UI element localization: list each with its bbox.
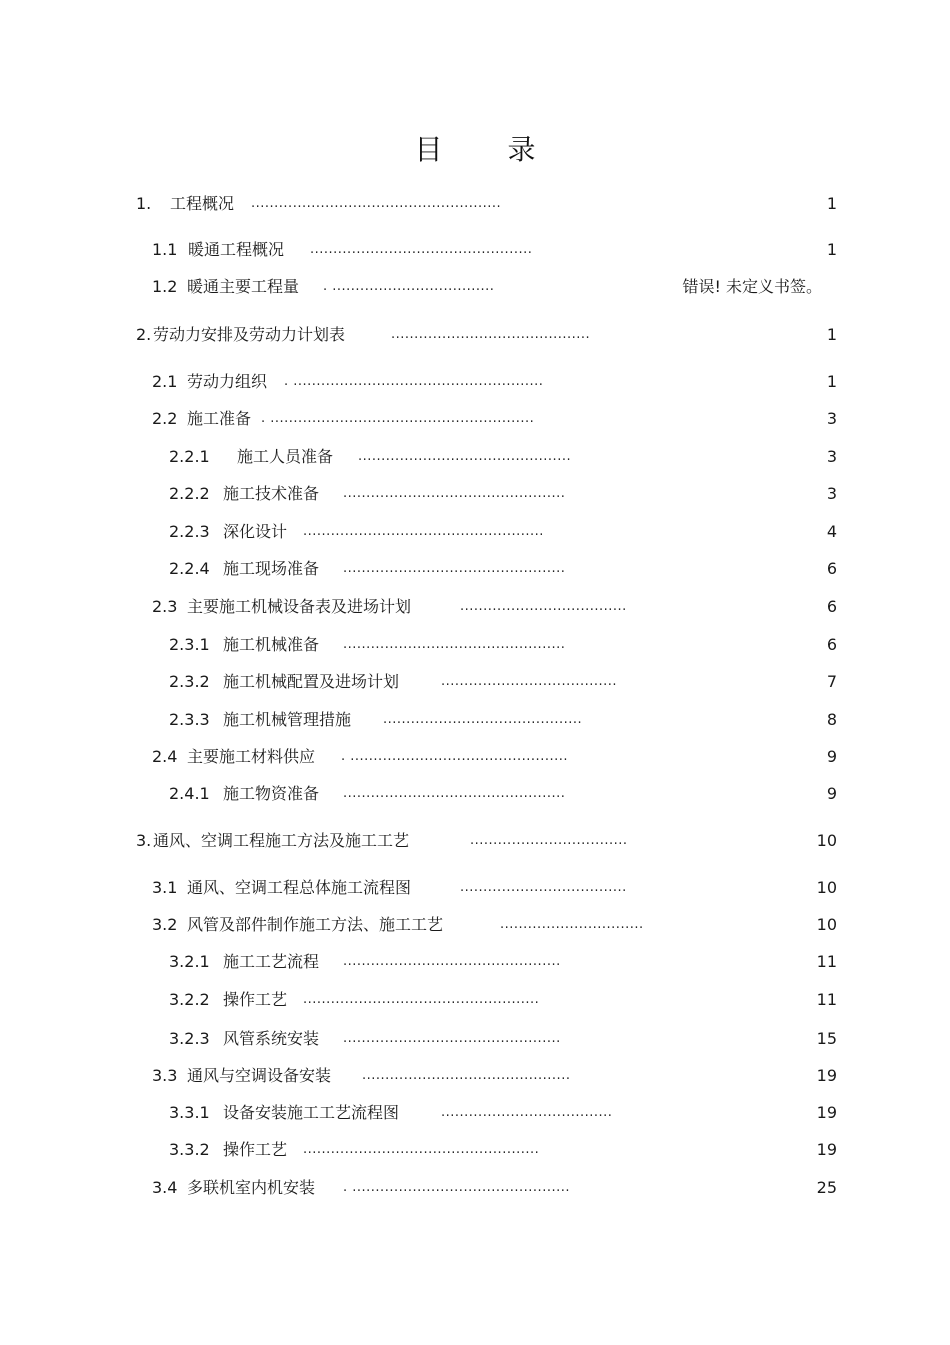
toc-entry-page-number: 3 (826, 409, 837, 428)
toc-entry-page-number: 25 (816, 1178, 837, 1197)
toc-entry-number: 3.3.2 (169, 1140, 210, 1159)
toc-entry-page-number: 4 (826, 522, 837, 541)
toc-entry-leader-dots: . ................................... (323, 279, 495, 294)
toc-entry-page-number: 6 (826, 635, 837, 654)
toc-entry-title: 施工人员准备 (237, 447, 334, 466)
toc-entry[interactable] (0, 445, 950, 469)
toc-entry-leader-dots: ................................................ (343, 486, 566, 501)
toc-entry-page-number: 8 (826, 710, 837, 729)
toc-entry-number: 3.2.2 (169, 990, 210, 1009)
toc-entry-page-number: 11 (816, 990, 837, 1009)
toc-entry-number: 2.2.3 (169, 522, 210, 541)
toc-entry-number: 3.2.1 (169, 952, 210, 971)
toc-entry-title: 工程概况 (170, 194, 235, 213)
toc-entry-leader-dots: . ...................................................... (284, 374, 544, 389)
toc-entry-page-number: 19 (816, 1066, 837, 1085)
toc-entry[interactable] (0, 557, 950, 581)
toc-entry[interactable] (0, 829, 950, 853)
toc-entry-number: 3.4 (152, 1178, 178, 1197)
toc-entry-title: 通风、空调工程总体施工流程图 (187, 878, 412, 897)
toc-entry-title: 操作工艺 (223, 1140, 288, 1159)
toc-entry-number: 1. (136, 194, 152, 213)
toc-entry-number: 2.4.1 (169, 784, 210, 803)
toc-entry-leader-dots: ................................................ (343, 637, 566, 652)
toc-entry-page-number: 10 (816, 915, 837, 934)
toc-entry-page-number: 19 (816, 1103, 837, 1122)
toc-entry-title: 操作工艺 (223, 990, 288, 1009)
toc-entry-leader-dots: ............................................... (343, 1031, 561, 1046)
toc-entry-page-number: 1 (826, 240, 837, 259)
toc-entry-leader-dots: ...................................................... (251, 196, 502, 211)
toc-entry-title: 劳动力安排及劳动力计划表 (153, 325, 346, 344)
toc-entry-page-number: 15 (816, 1029, 837, 1048)
toc-entry-title: 施工机械准备 (223, 635, 320, 654)
toc-entry-leader-dots: . ............................................... (341, 749, 568, 764)
toc-entry[interactable] (0, 670, 950, 694)
toc-entry-leader-dots: .................................. (470, 833, 628, 848)
toc-entry-leader-dots: .................................................... (303, 524, 544, 539)
toc-entry-title: 施工机械管理措施 (223, 710, 352, 729)
toc-entry-number: 2. (136, 325, 152, 344)
toc-entry[interactable] (0, 1138, 950, 1162)
toc-entry-title: 施工现场准备 (223, 559, 320, 578)
toc-entry[interactable] (0, 782, 950, 806)
page-title: 目 录 (414, 133, 564, 166)
toc-entry-leader-dots: ................................................ (310, 242, 533, 257)
toc-entry-number: 3.2.3 (169, 1029, 210, 1048)
toc-entry-page-number: 1 (826, 194, 837, 213)
toc-entry-title: 设备安装施工工艺流程图 (223, 1103, 400, 1122)
toc-entry-leader-dots: ..................................... (441, 1105, 613, 1120)
toc-entry-leader-dots: ................................................ (343, 561, 566, 576)
toc-entry-page-number: 6 (826, 597, 837, 616)
toc-entry[interactable] (0, 1027, 950, 1051)
toc-entry-number: 2.3.1 (169, 635, 210, 654)
toc-entry[interactable] (0, 323, 950, 347)
toc-entry-title: 主要施工机械设备表及进场计划 (187, 597, 412, 616)
toc-entry-title: 暖通工程概况 (188, 240, 285, 259)
toc-entry-page-number: 6 (826, 559, 837, 578)
toc-entry-title: 暖通主要工程量 (187, 277, 300, 296)
toc-entry[interactable] (0, 633, 950, 657)
toc-entry-title: 施工技术准备 (223, 484, 320, 503)
toc-entry-number: 2.2.2 (169, 484, 210, 503)
toc-entry-title: 施工工艺流程 (223, 952, 320, 971)
toc-entry[interactable] (0, 913, 950, 937)
toc-entry-number: 2.2 (152, 409, 178, 428)
toc-entry-number: 3.2 (152, 915, 178, 934)
toc-entry[interactable] (0, 192, 950, 216)
toc-entry-leader-dots: .................................... (460, 880, 627, 895)
toc-entry-page-number: 19 (816, 1140, 837, 1159)
toc-entry-leader-dots: ................................................ (343, 786, 566, 801)
toc-entry[interactable] (0, 238, 950, 262)
toc-entry-number: 2.3.2 (169, 672, 210, 691)
toc-entry-title: 主要施工材料供应 (187, 747, 316, 766)
toc-entry[interactable] (0, 988, 950, 1012)
toc-entry[interactable] (0, 407, 950, 431)
toc-entry-number: 2.3 (152, 597, 178, 616)
toc-entry[interactable] (0, 1176, 950, 1200)
toc-entry-page-number: 10 (816, 831, 837, 850)
toc-entry-page-number: 1 (826, 325, 837, 344)
toc-entry-page-number: 3 (826, 484, 837, 503)
toc-entry-title: 通风与空调设备安装 (187, 1066, 332, 1085)
toc-entry-number: 2.2.1 (169, 447, 210, 466)
toc-entry-title: 风管系统安装 (223, 1029, 320, 1048)
toc-entry-title: 多联机室内机安装 (187, 1178, 316, 1197)
toc-entry[interactable] (0, 1101, 950, 1125)
toc-entry-page-number: 9 (826, 784, 837, 803)
toc-entry-leader-dots: ............................................... (343, 954, 561, 969)
toc-entry-leader-dots: ............................... (500, 917, 644, 932)
toc-entry[interactable] (0, 595, 950, 619)
toc-entry[interactable] (0, 876, 950, 900)
toc-entry-error-text: 错误! 未定义书签。 (682, 277, 822, 296)
toc-entry-leader-dots: ........................................... (391, 327, 591, 342)
toc-entry[interactable] (0, 708, 950, 732)
toc-entry-number: 1.2 (152, 277, 178, 296)
toc-entry[interactable] (0, 950, 950, 974)
toc-entry-number: 2.4 (152, 747, 178, 766)
toc-entry-leader-dots: .................................... (460, 599, 627, 614)
toc-entry-number: 3.1 (152, 878, 178, 897)
toc-entry[interactable] (0, 745, 950, 769)
toc-entry-page-number: 10 (816, 878, 837, 897)
toc-entry-page-number: 9 (826, 747, 837, 766)
toc-entry-leader-dots: ................................................... (303, 992, 540, 1007)
toc-entry-leader-dots: ............................................. (362, 1068, 571, 1083)
toc-entry-number: 3. (136, 831, 152, 850)
toc-entry-title: 施工准备 (187, 409, 252, 428)
toc-entry[interactable] (0, 482, 950, 506)
toc-entry-leader-dots: . ............................................... (343, 1180, 570, 1195)
toc-entry-number: 2.2.4 (169, 559, 210, 578)
toc-entry-leader-dots: .............................................. (358, 449, 572, 464)
toc-entry-page-number: 3 (826, 447, 837, 466)
toc-entry-leader-dots: . ......................................................... (261, 411, 535, 426)
toc-entry-number: 2.1 (152, 372, 178, 391)
toc-entry-leader-dots: ...................................... (441, 674, 618, 689)
toc-entry[interactable] (0, 275, 950, 299)
toc-entry-leader-dots: ................................................... (303, 1142, 540, 1157)
toc-entry-title: 劳动力组织 (187, 372, 268, 391)
toc-entry-title: 施工机械配置及进场计划 (223, 672, 400, 691)
toc-entry-number: 3.3.1 (169, 1103, 210, 1122)
toc-entry-number: 3.3 (152, 1066, 178, 1085)
toc-entry-title: 深化设计 (223, 522, 288, 541)
toc-entry-title: 风管及部件制作施工方法、施工工艺 (187, 915, 444, 934)
toc-entry[interactable] (0, 520, 950, 544)
toc-entry-title: 施工物资准备 (223, 784, 320, 803)
toc-entry-page-number: 1 (826, 372, 837, 391)
toc-entry-page-number: 7 (826, 672, 837, 691)
toc-entry[interactable] (0, 370, 950, 394)
toc-entry-title: 通风、空调工程施工方法及施工工艺 (153, 831, 410, 850)
toc-entry-page-number: 11 (816, 952, 837, 971)
toc-entry-number: 2.3.3 (169, 710, 210, 729)
toc-entry-number: 1.1 (152, 240, 178, 259)
toc-entry[interactable] (0, 1064, 950, 1088)
toc-entry-leader-dots: ........................................... (383, 712, 583, 727)
